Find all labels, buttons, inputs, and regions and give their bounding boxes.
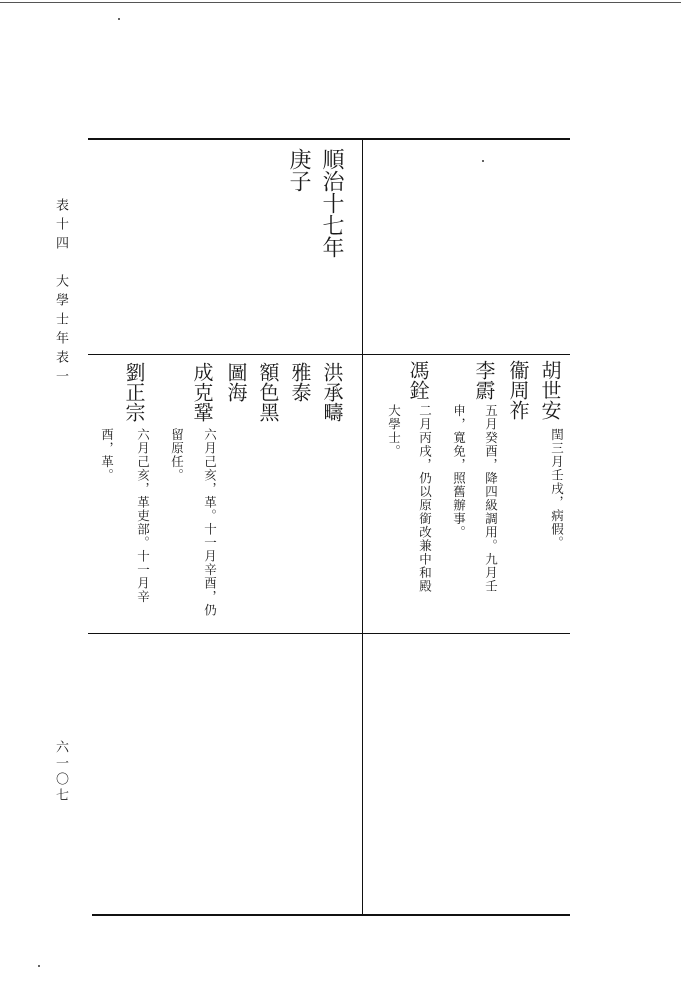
official-name: 圖海 <box>224 362 248 402</box>
official-name: 胡世安 <box>538 360 562 420</box>
table-row-divider <box>88 354 570 355</box>
official-name: 成克鞏 <box>190 362 214 422</box>
page-number: 六一〇七 <box>53 740 68 804</box>
table-bottom-rule <box>92 914 570 916</box>
side-running-title: 表十四 大學士年表一 <box>53 198 68 388</box>
official-note: 六月己亥，革。十一月辛酉，仍 <box>202 428 218 617</box>
official-note: 大學士。 <box>386 404 402 458</box>
official-note: 酉，革。 <box>99 428 115 482</box>
official-note: 留原任。 <box>169 428 185 482</box>
official-name: 衞周祚 <box>506 360 530 420</box>
official-name: 額色黑 <box>256 362 280 422</box>
table-top-rule <box>88 138 570 140</box>
scan-speck <box>38 965 40 967</box>
reign-year: 順治十七年 <box>319 148 344 258</box>
table-column-divider <box>362 138 363 916</box>
official-name: 洪承疇 <box>320 362 344 422</box>
official-note: 申，寬免，照舊辦事。 <box>451 404 467 539</box>
ganzhi-year: 庚子 <box>286 148 311 192</box>
official-name: 李霨 <box>472 360 496 400</box>
scan-speck <box>118 18 120 20</box>
official-note: 六月己亥，革吏部。十一月辛 <box>135 428 151 604</box>
official-name: 劉正宗 <box>122 362 146 422</box>
scan-speck <box>482 160 484 162</box>
top-border-line <box>0 2 681 3</box>
official-note: 閏三月壬戌，病假。 <box>549 428 565 550</box>
official-note: 二月丙戌，仍以原銜改兼中和殿 <box>417 404 433 593</box>
official-note: 五月癸酉，降四級調用。九月壬 <box>483 404 499 593</box>
official-name: 雅泰 <box>288 362 312 402</box>
official-name: 馮銓 <box>406 360 430 400</box>
table-row-divider-2 <box>88 633 570 634</box>
